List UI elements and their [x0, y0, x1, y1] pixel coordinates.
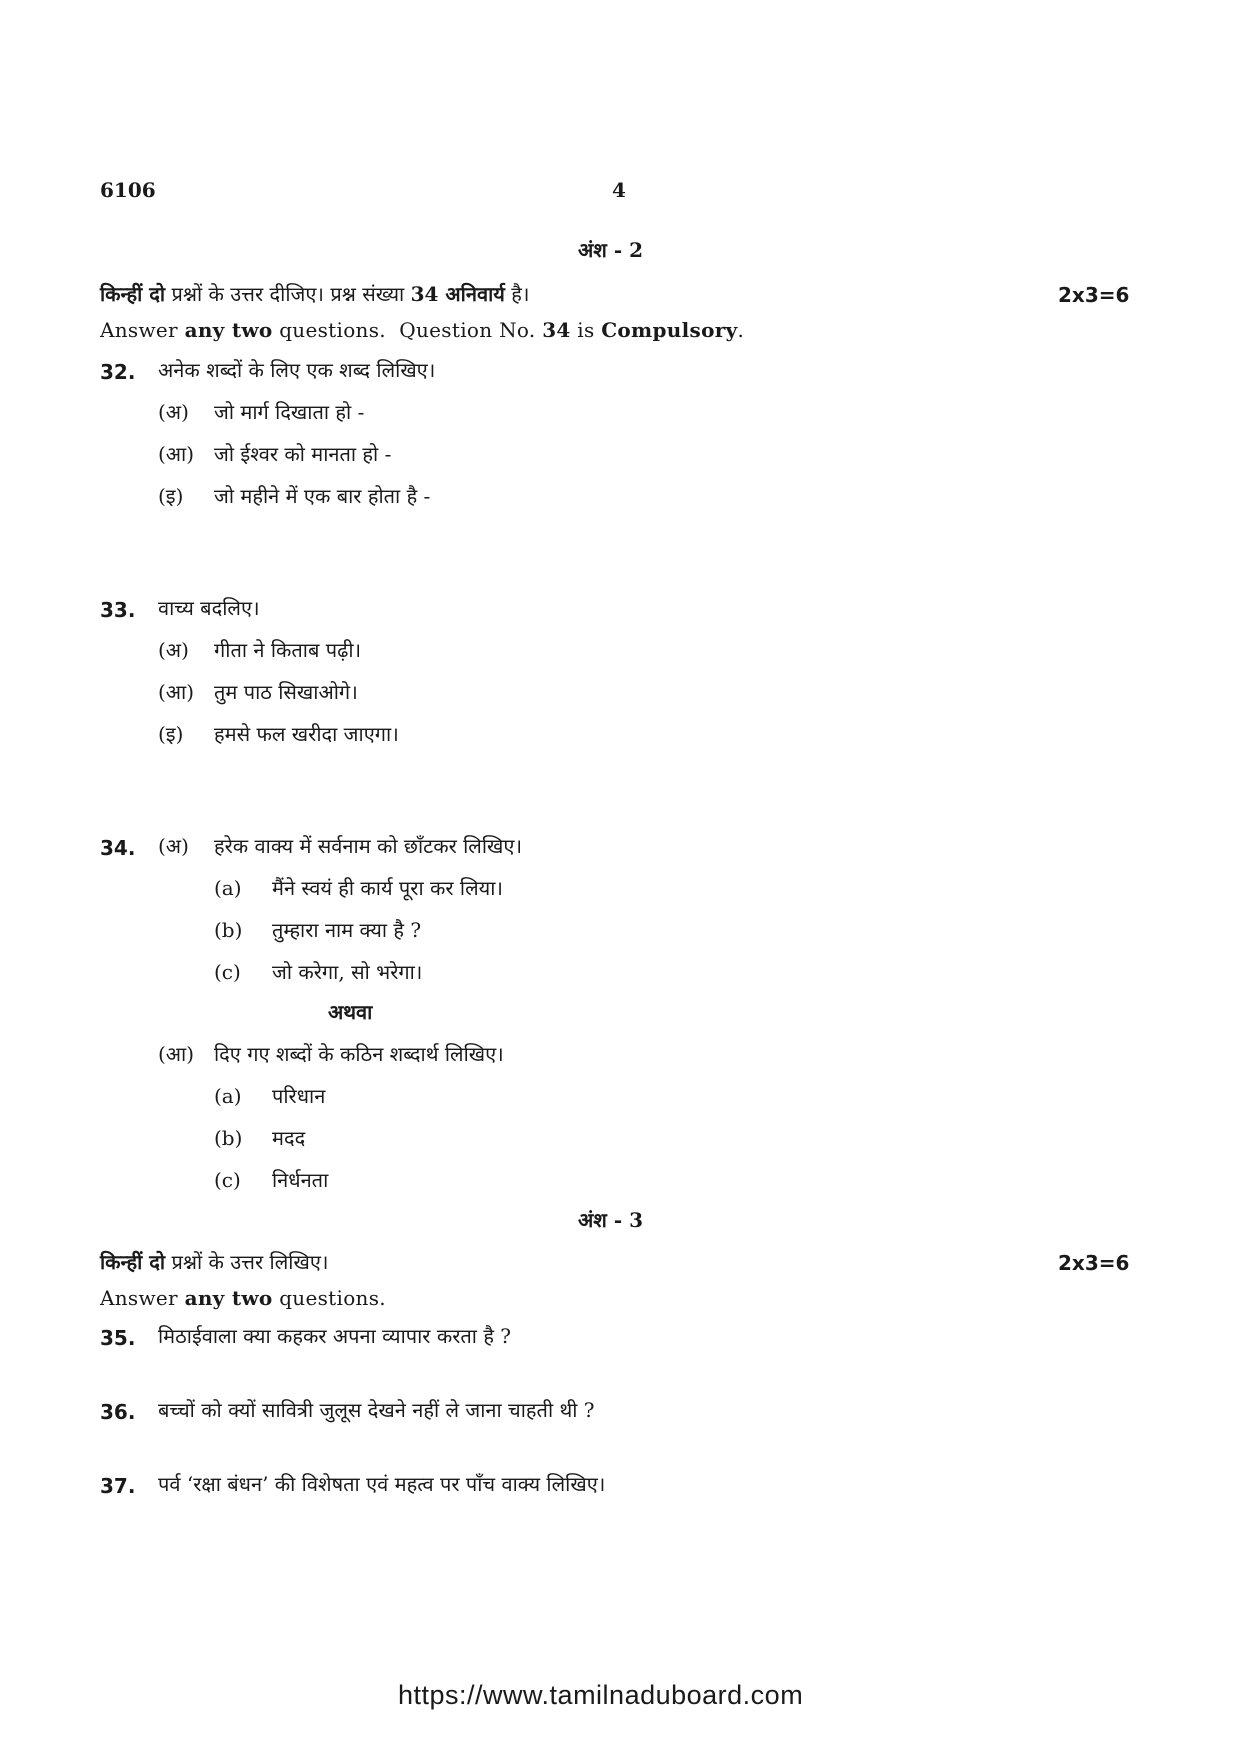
- part2-en-text-2: questions. Question No.: [272, 318, 543, 342]
- question-32-item: [158, 398, 364, 425]
- question-37-text: पर्व ‘रक्षा बंधन’ की विशेषता एवं महत्व पर पाँच वाक्य लिखिए।: [158, 1472, 606, 1496]
- part3-en-text-2: questions.: [272, 1286, 386, 1310]
- item-text: जो ईश्वर को मानता हो -: [214, 442, 392, 466]
- paper-code: 6106: [100, 178, 156, 202]
- part2-instruction-english: [100, 318, 744, 342]
- question-36-number: 36.: [100, 1400, 136, 1424]
- question-32-item: [158, 482, 430, 509]
- part3-instruction-hindi: [100, 1248, 328, 1275]
- question-34-part-b: [158, 1040, 504, 1067]
- part3-instruction-english: [100, 1286, 386, 1310]
- question-34-a-item: [214, 958, 422, 985]
- question-36-text: बच्चों को क्यों सावित्री जुलूस देखने नहीं ले जाना चाहती थी ?: [158, 1398, 595, 1422]
- item-text: परिधान: [272, 1084, 326, 1108]
- question-33-item: [158, 678, 358, 705]
- page-number: 4: [612, 178, 626, 202]
- part2-instruction-hindi-number: 34 अनिवार्य: [410, 282, 505, 306]
- part-text: दिए गए शब्दों के कठिन शब्दार्थ लिखिए।: [214, 1042, 504, 1066]
- item-text: मैंने स्वयं ही कार्य पूरा कर लिया।: [272, 876, 504, 900]
- item-text: तुम पाठ सिखाओगे।: [214, 680, 358, 704]
- part2-en-bold-2: 34: [542, 318, 571, 342]
- item-label: (b): [214, 918, 243, 942]
- part2-en-text-1: Answer: [100, 318, 185, 342]
- part2-en-text-3: is: [570, 318, 602, 342]
- item-label: (इ): [158, 484, 184, 508]
- part3-instruction-hindi-bold: किन्हीं दो: [100, 1250, 166, 1274]
- question-34-a-item: [214, 916, 421, 943]
- part3-marks: 2x3=6: [1058, 1251, 1130, 1275]
- part-label: (अ): [158, 834, 189, 858]
- question-34-a-item: [214, 874, 503, 901]
- item-label: (अ): [158, 400, 189, 424]
- part3-en-bold-1: any two: [184, 1286, 273, 1310]
- item-text: गीता ने किताब पढ़ी।: [214, 638, 362, 662]
- part2-instruction-hindi-end: है।: [504, 282, 530, 306]
- part2-instruction-hindi: [100, 280, 529, 307]
- item-text: जो महीने में एक बार होता है -: [214, 484, 431, 508]
- part2-en-bold-3: Compulsory: [601, 318, 738, 342]
- item-label: (आ): [158, 680, 195, 704]
- question-34-b-item: [214, 1082, 325, 1109]
- part2-en-text-4: .: [737, 318, 745, 342]
- part-label: (आ): [158, 1042, 195, 1066]
- question-35-number: 35.: [100, 1326, 136, 1350]
- item-label: (c): [214, 1168, 241, 1192]
- item-label: (c): [214, 960, 241, 984]
- question-33-item: [158, 636, 361, 663]
- item-label: (b): [214, 1126, 243, 1150]
- question-35-text: मिठाईवाला क्या कहकर अपना व्यापार करता है ?: [158, 1324, 512, 1348]
- question-33-number: 33.: [100, 598, 136, 622]
- item-label: (आ): [158, 442, 195, 466]
- part2-en-bold-1: any two: [184, 318, 273, 342]
- item-text: जो मार्ग दिखाता हो -: [214, 400, 365, 424]
- part2-instruction-hindi-bold: किन्हीं दो: [100, 282, 166, 306]
- question-34-b-item: [214, 1166, 328, 1193]
- item-text: निर्धनता: [272, 1168, 329, 1192]
- item-text: तुम्हारा नाम क्या है ?: [272, 918, 422, 942]
- part2-marks: 2x3=6: [1058, 283, 1130, 307]
- question-32-item: [158, 440, 391, 467]
- question-34-part-a: [158, 832, 522, 859]
- item-text: जो करेगा, सो भरेगा।: [272, 960, 423, 984]
- question-34-number: 34.: [100, 836, 136, 860]
- question-33-item: [158, 720, 399, 747]
- question-32-text: अनेक शब्दों के लिए एक शब्द लिखिए।: [158, 358, 436, 382]
- part3-title: अंश - 3: [578, 1208, 644, 1232]
- question-37-number: 37.: [100, 1474, 136, 1498]
- question-33-text: वाच्य बदलिए।: [158, 596, 260, 620]
- part3-en-text-1: Answer: [100, 1286, 185, 1310]
- question-34-b-item: [214, 1124, 305, 1151]
- item-text: मदद: [272, 1126, 306, 1150]
- question-32-number: 32.: [100, 360, 136, 384]
- item-label: (a): [214, 1084, 242, 1108]
- item-text: हमसे फल खरीदा जाएगा।: [214, 722, 399, 746]
- part2-title: अंश - 2: [578, 238, 644, 262]
- part3-instruction-hindi-text: प्रश्नों के उत्तर लिखिए।: [165, 1250, 329, 1274]
- item-label: (अ): [158, 638, 189, 662]
- or-separator: अथवा: [328, 1000, 373, 1024]
- item-label: (a): [214, 876, 242, 900]
- footer-url[interactable]: https://www.tamilnaduboard.com: [398, 1680, 804, 1710]
- part2-instruction-hindi-text: प्रश्नों के उत्तर दीजिए। प्रश्न संख्या: [165, 282, 411, 306]
- part-text: हरेक वाक्य में सर्वनाम को छाँटकर लिखिए।: [214, 834, 523, 858]
- item-label: (इ): [158, 722, 184, 746]
